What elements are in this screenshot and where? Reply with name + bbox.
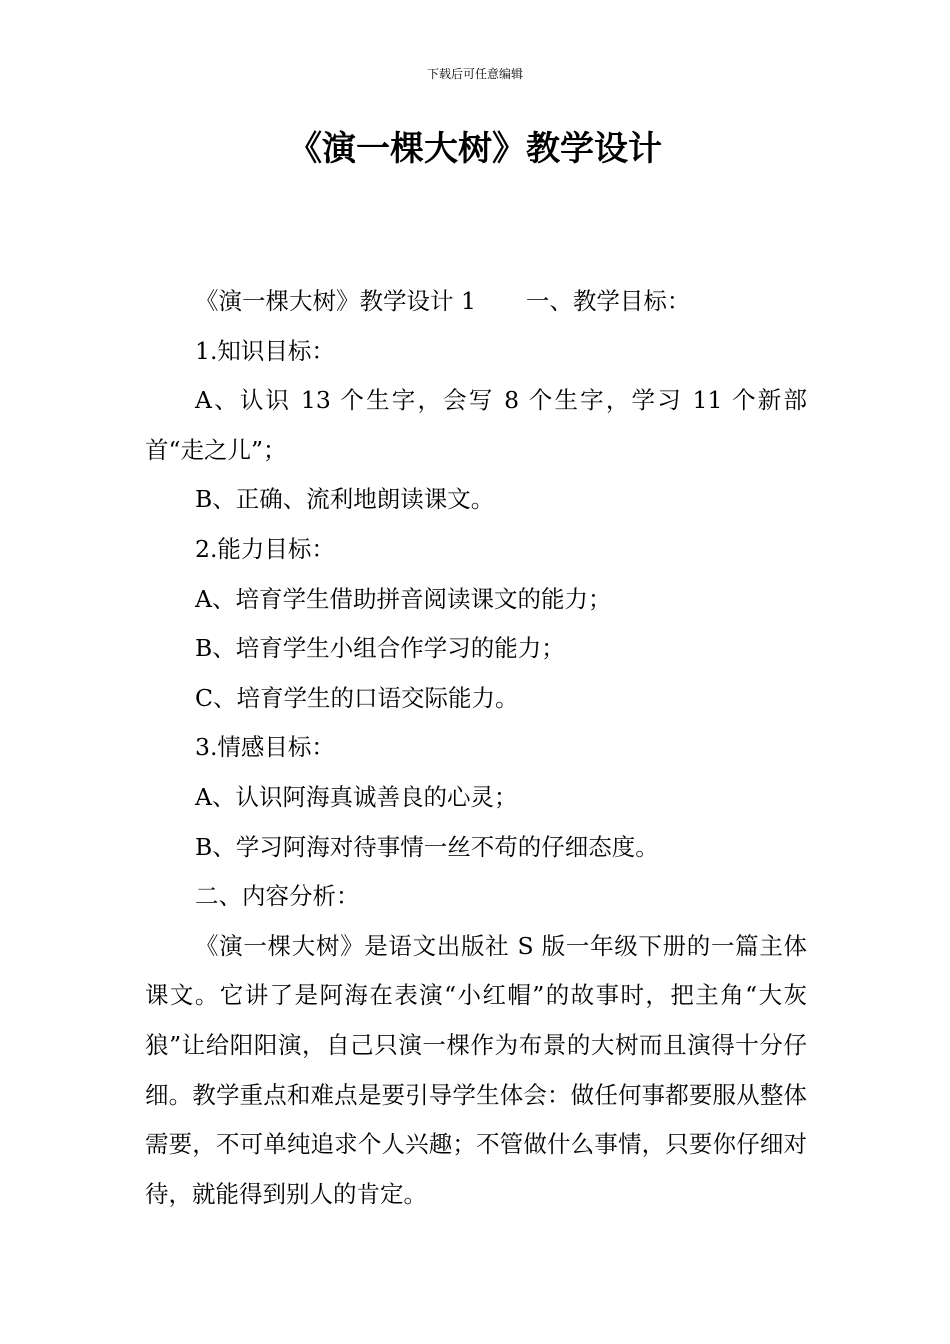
knowledge-goal-a: A、认识 13 个生字，会写 8 个生字，学习 11 个新部首“走之儿”； [145,386,807,464]
emotion-goals-heading: 3.情感目标： [195,733,335,762]
ability-goal-a: A、培育学生借助拼音阅读课文的能力； [195,584,612,613]
knowledge-goal-b: B、正确、流利地朗读课文。 [195,485,495,514]
ability-goals-heading: 2.能力目标： [195,534,335,563]
intro-line [145,277,807,327]
emotion-goal-b: B、学习阿海对待事情一丝不苟的仔细态度。 [195,832,659,861]
document-body [145,277,807,1219]
intro-title: 《演一棵大树》教学设计 1 [195,287,476,315]
knowledge-goals-heading: 1.知识目标： [195,336,335,365]
emotion-goal-a: A、认识阿海真诚善良的心灵； [195,782,518,811]
content-analysis-heading: 二、内容分析： [195,882,360,911]
document-title: 《演一棵大树》教学设计 [288,129,662,169]
teaching-goals-heading: 一、教学目标： [525,287,691,315]
content-analysis-paragraph: 《演一棵大树》是语文出版社 S 版一年级下册的一篇主体课文。它讲了是阿海在表演“小红帽”的故事时，把主角“大灰狼”让给阳阳演，自己只演一棵作为布景的大树而且演得十分仔细。教学重点和难点是要引导学生体会：做任何事都要服从整体需要，不可单纯追求个人兴趣；不管做什么事情，只要你仔细对待，就能得到别人的肯定。 [145,931,807,1208]
ability-goal-b: B、培育学生小组合作学习的能力； [195,634,565,663]
ability-goal-c: C、培育学生的口语交际能力。 [195,683,519,712]
header-note: 下载后可任意编辑 [426,67,523,81]
